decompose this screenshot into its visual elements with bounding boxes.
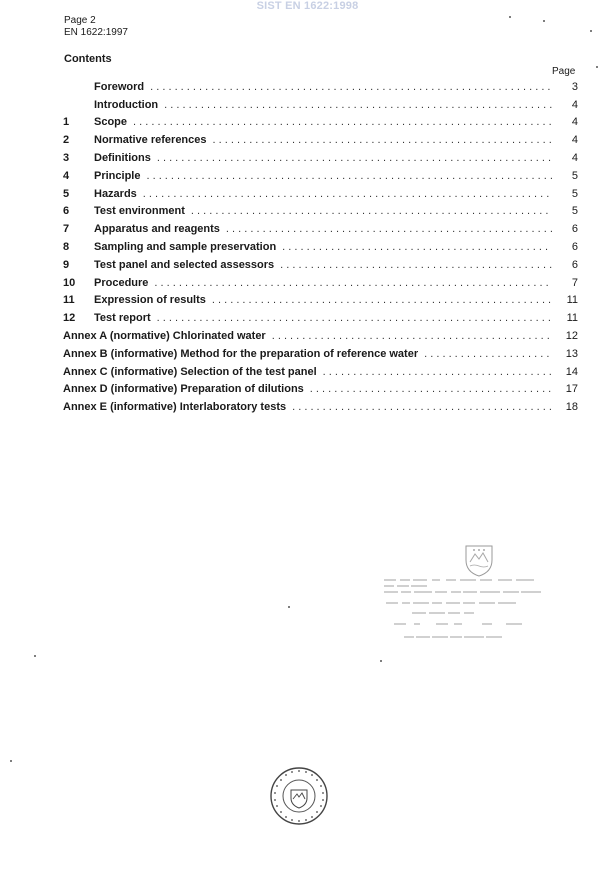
toc-number: 11	[63, 294, 75, 307]
toc-page: 4	[571, 116, 578, 129]
toc-leader-dots	[133, 116, 552, 128]
toc-number: 3	[63, 152, 70, 165]
toc-page: 5	[571, 205, 578, 218]
toc-leader-dots	[310, 383, 552, 395]
toc-title: Foreword	[94, 80, 145, 93]
toc-page: 13	[565, 347, 578, 360]
toc-entry-scope[interactable]	[63, 114, 578, 132]
toc-entry-normative-references[interactable]	[63, 131, 578, 149]
toc-leader-dots	[157, 152, 552, 164]
toc-title: Procedure	[94, 276, 149, 289]
stamp-text-lines-icon	[382, 542, 572, 652]
toc-number: 1	[63, 116, 70, 129]
toc-page: 12	[565, 330, 578, 343]
toc-page: 5	[571, 169, 578, 182]
toc-page: 5	[571, 187, 578, 200]
toc-title: Annex A (normative) Chlorinated water	[63, 330, 266, 343]
toc-entry-test-environment[interactable]	[63, 203, 578, 221]
standard-number: EN 1622:1997	[64, 27, 128, 38]
toc-page: 6	[571, 258, 578, 271]
toc-entry-principle[interactable]	[63, 167, 578, 185]
toc-entry-procedure[interactable]	[63, 274, 578, 292]
toc-leader-dots	[157, 312, 552, 324]
toc-title: Introduction	[94, 98, 159, 111]
page-number: Page 2	[64, 15, 96, 26]
toc-number: 7	[63, 223, 70, 236]
toc-title: Hazards	[94, 187, 137, 200]
toc-leader-dots	[164, 99, 552, 111]
toc-title: Test report	[94, 312, 151, 325]
toc-entry-definitions[interactable]	[63, 149, 578, 167]
toc-title: Sampling and sample preservation	[94, 241, 277, 254]
toc-entry-introduction[interactable]	[63, 96, 578, 114]
toc-number: 4	[63, 169, 70, 182]
toc-number: 12	[63, 312, 76, 325]
toc-number: 8	[63, 241, 70, 254]
toc-page: 11	[566, 312, 578, 325]
toc-number: 9	[63, 258, 70, 271]
toc-title: Expression of results	[94, 294, 206, 307]
toc-title: Annex E (informative) Interlaboratory tests	[63, 401, 287, 414]
toc-entry-annex-a[interactable]	[63, 327, 578, 345]
toc-title: Annex B (informative) Method for the preparation of reference water	[63, 347, 419, 360]
toc-entry-annex-b[interactable]	[63, 345, 578, 363]
toc-entry-annex-c[interactable]	[63, 363, 578, 381]
toc-number: 2	[63, 134, 70, 147]
toc-leader-dots	[191, 205, 552, 217]
toc-page: 4	[571, 98, 578, 111]
toc-title: Test panel and selected assessors	[94, 258, 275, 271]
toc-leader-dots	[226, 223, 552, 235]
toc-page: 6	[571, 241, 578, 254]
toc-entry-test-report[interactable]	[63, 309, 578, 327]
toc-entry-expression-of-results[interactable]	[63, 292, 578, 310]
toc-page: 4	[571, 134, 578, 147]
toc-leader-dots	[146, 170, 552, 182]
toc-page: 18	[565, 401, 578, 414]
approval-stamp	[382, 542, 572, 652]
toc-title: Annex D (informative) Preparation of dilutions	[63, 383, 304, 396]
toc-leader-dots	[282, 241, 552, 253]
toc-entry-foreword[interactable]	[63, 78, 578, 96]
page-column-label: Page	[552, 66, 576, 77]
toc-number: 10	[63, 276, 76, 289]
toc-page: 11	[566, 294, 578, 307]
toc-leader-dots	[280, 259, 552, 271]
toc-leader-dots	[272, 330, 552, 342]
toc-title: Annex C (informative) Selection of the test panel	[63, 365, 317, 378]
toc-page: 17	[565, 383, 578, 396]
contents-title: Contents	[64, 53, 112, 65]
toc-number: 6	[63, 205, 70, 218]
toc-entry-hazards[interactable]	[63, 185, 578, 203]
toc-page: 7	[571, 276, 578, 289]
watermark: SIST EN 1622:1998	[256, 0, 359, 12]
toc-entry-test-panel[interactable]	[63, 256, 578, 274]
toc-entry-apparatus-and-reagents[interactable]	[63, 220, 578, 238]
toc-leader-dots	[213, 134, 552, 146]
toc-title: Normative references	[94, 134, 207, 147]
toc-title: Test environment	[94, 205, 185, 218]
toc-title: Definitions	[94, 152, 151, 165]
toc-leader-dots	[323, 366, 552, 378]
toc-leader-dots	[212, 294, 552, 306]
toc-page: 3	[571, 80, 578, 93]
round-seal-icon	[268, 765, 330, 827]
toc-leader-dots	[150, 81, 552, 93]
toc-title: Principle	[94, 169, 141, 182]
page-header	[64, 15, 128, 39]
toc-page: 14	[565, 365, 578, 378]
toc-leader-dots	[154, 277, 552, 289]
toc-leader-dots	[143, 188, 552, 200]
toc-entry-sampling[interactable]	[63, 238, 578, 256]
toc-entry-annex-d[interactable]	[63, 381, 578, 399]
toc-number: 5	[63, 187, 70, 200]
toc-leader-dots	[292, 401, 552, 413]
toc-leader-dots	[424, 348, 552, 360]
toc-page: 6	[571, 223, 578, 236]
table-of-contents	[63, 78, 578, 416]
toc-title: Scope	[94, 116, 128, 129]
toc-title: Apparatus and reagents	[94, 223, 220, 236]
toc-entry-annex-e[interactable]	[63, 398, 578, 416]
toc-page: 4	[571, 152, 578, 165]
